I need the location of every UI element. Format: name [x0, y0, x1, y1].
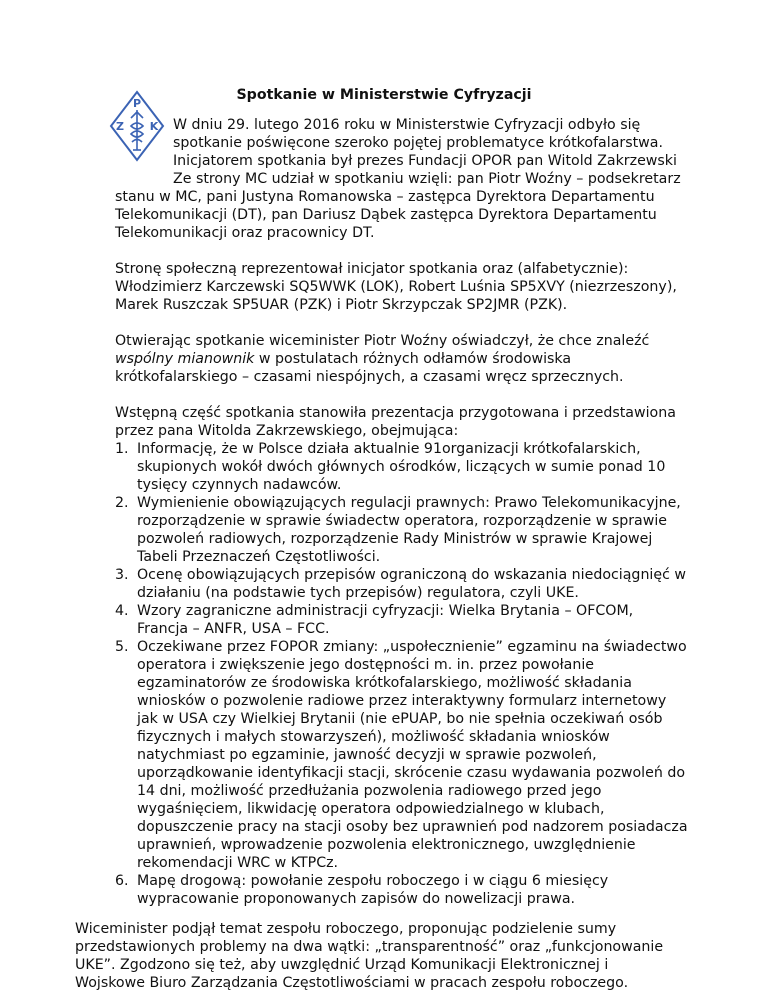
list-item: [115, 602, 633, 620]
list-item-text: rekomendacji WRC w KTPCz.: [137, 855, 339, 871]
list-item-text: Informację, że w Polsce działa aktualnie 91organizacji krótkofalarskich,: [137, 441, 641, 457]
list-item-text: Mapę drogową: powołanie zespołu roboczego i w ciągu 6 miesięcy: [137, 873, 609, 889]
list-item-text: uporządkowanie identyfikacji stacji, skrócenie czasu wydawania pozwoleń do: [137, 765, 686, 781]
participants-line: Marek Ruszczak SP5UAR (PZK) i Piotr Skrzypczak SP2JMR (PZK).: [115, 297, 568, 313]
intro-line: Telekomunikacji (DT), pan Dariusz Dąbek zastępca Dyrektora Departamentu: [115, 207, 657, 223]
intro-line: spotkanie poświęcone szeroko pojętej problematyce krótkofalarstwa.: [173, 135, 663, 151]
list-item-text: 14 dni, możliwość przedłużania pozwolenia radiowego przed jego: [137, 783, 602, 799]
opening-line-rest: w postulatach różnych odłamów środowiska: [254, 351, 572, 367]
intro-line: Inicjatorem spotkania był prezes Fundacji OPOR pan Witold Zakrzewski: [173, 153, 677, 169]
opening-line: [115, 350, 571, 368]
list-item-number: 6.: [115, 873, 129, 889]
list-item-text: wypracowanie proponowanych zapisów do nowelizacji prawa.: [137, 891, 576, 907]
closing-line: Wiceminister podjął temat zespołu roboczego, proponując podzielenie sumy: [75, 921, 617, 937]
list-item: [115, 440, 641, 458]
list-item-text: natychmiast po egzaminie, jawność decyzji w sprawie pozwoleń,: [137, 747, 597, 763]
list-item-text: fizycznych i małych stowarzyszeń), możliwość składania wniosków: [137, 729, 610, 745]
list-item-text: pozwoleń radiowych, rozporządzenie Rady Ministrów w sprawie Krajowej: [137, 531, 653, 547]
italic-phrase: wspólny mianownik: [115, 351, 255, 367]
document-title: Spotkanie w Ministerstwie Cyfryzacji: [236, 87, 532, 103]
participants-line: Stronę społeczną reprezentował inicjator spotkania oraz (alfabetycznie):: [115, 261, 629, 277]
list-item-text: wygaśnięciem, likwidację operatora odpowiedzialnego w klubach,: [137, 801, 605, 817]
intro-line: Ze strony MC udział w spotkaniu wzięli: pan Piotr Woźny – podsekretarz: [173, 171, 681, 187]
presentation-line: przez pana Witolda Zakrzewskiego, obejmująca:: [115, 423, 459, 439]
list-item-text: tysięcy czynnych nadawców.: [137, 477, 342, 493]
list-item-text: wniosków o pozwolenie radiowe przez interaktywny formularz internetowy: [137, 693, 667, 709]
closing-line: przedstawionych problemy na dwa wątki: „transparentność” oraz „funkcjonowanie: [75, 939, 664, 955]
list-item: [115, 494, 681, 512]
list-item-text: uprawnień, wprowadzenie pozwolenia elektronicznego, uwzględnienie: [137, 837, 636, 853]
list-item-text: skupionych wokół dwóch głównych ośrodków, liczących w sumie ponad 10: [137, 459, 666, 475]
closing-line: UKE”. Zgodzono się też, aby uwzględnić Urząd Komunikacji Elektronicznej i: [75, 957, 609, 973]
list-item-number: 3.: [115, 567, 129, 583]
list-item-text: Oczekiwane przez FOPOR zmiany: „uspołecznienie” egzaminu na świadectwo: [137, 639, 687, 655]
list-item: [115, 872, 608, 890]
list-item-text: Tabeli Przeznaczeń Częstotliwości.: [137, 549, 381, 565]
list-item-number: 5.: [115, 639, 129, 655]
list-item-text: Ocenę obowiązujących przepisów ograniczoną do wskazania niedociągnięć w: [137, 567, 687, 583]
list-item: [115, 638, 687, 656]
intro-line: stanu w MC, pani Justyna Romanowska – zastępca Dyrektora Departamentu: [115, 189, 655, 205]
list-item-text: egzaminatorów ze środowiska krótkofalarskiego, możliwość składania: [137, 675, 632, 691]
list-item-number: 2.: [115, 495, 129, 511]
opening-line: krótkofalarskiego – czasami niespójnych, a czasami wręcz sprzecznych.: [115, 369, 624, 385]
list-item-text: Wymienienie obowiązujących regulacji prawnych: Prawo Telekomunikacyjne,: [137, 495, 681, 511]
svg-text:Z: Z: [116, 120, 124, 133]
opening-line: Otwierając spotkanie wiceminister Piotr Woźny oświadczył, że chce znaleźć: [115, 333, 650, 349]
presentation-line: Wstępną część spotkania stanowiła prezentacja przygotowana i przedstawiona: [115, 405, 676, 421]
list-item-text: rozporządzenie w sprawie świadectw operatora, rozporządzenie w sprawie: [137, 513, 668, 529]
list-item-number: 1.: [115, 441, 129, 457]
intro-line: Telekomunikacji oraz pracownicy DT.: [115, 225, 375, 241]
list-item-text: jak w USA czy Wielkiej Brytanii (nie ePUAP, bo nie spełnia oczekiwań osób: [137, 711, 663, 727]
list-item-text: dopuszczenie pracy na stacji osoby bez uprawnień pod nadzorem posiadacza: [137, 819, 688, 835]
svg-text:P: P: [132, 97, 142, 110]
pzk-logo-icon: [108, 90, 166, 162]
list-item-number: 4.: [115, 603, 129, 619]
list-item-text: operatora i zwiększenie jego dostępności m. in. przez powołanie: [137, 657, 595, 673]
intro-line: W dniu 29. lutego 2016 roku w Ministerstwie Cyfryzacji odbyło się: [173, 117, 641, 133]
list-item: [115, 566, 686, 584]
svg-text:K: K: [149, 120, 159, 133]
list-item-text: działaniu (na podstawie tych przepisów) regulatora, czyli UKE.: [137, 585, 579, 601]
list-item-text: Wzory zagraniczne administracji cyfryzacji: Wielka Brytania – OFCOM,: [137, 603, 634, 619]
list-item-text: Francja – ANFR, USA – FCC.: [137, 621, 330, 637]
closing-line: Wojskowe Biuro Zarządzania Częstotliwościami w pracach zespołu roboczego.: [75, 975, 629, 991]
participants-line: Włodzimierz Karczewski SQ5WWK (LOK), Robert Luśnia SP5XVY (niezrzeszony),: [115, 279, 677, 295]
